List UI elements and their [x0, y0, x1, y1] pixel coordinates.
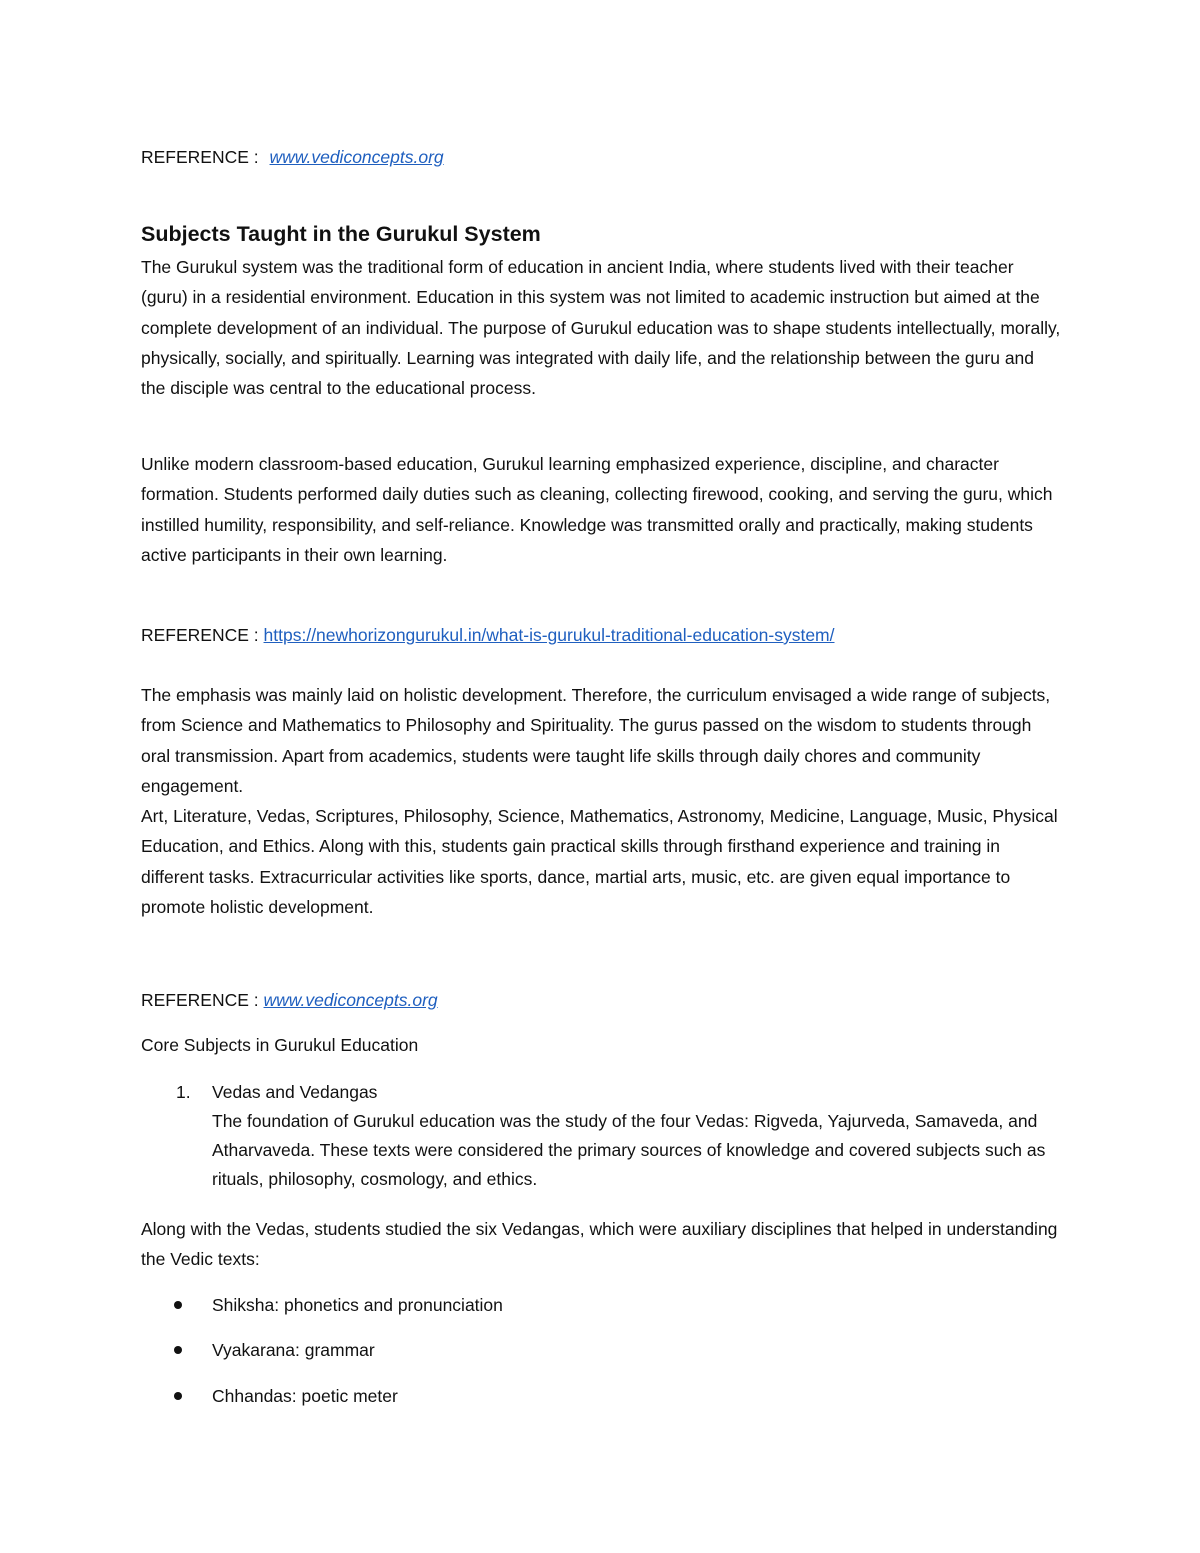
bullet-text: Chhandas: poetic meter: [212, 1386, 398, 1406]
list-number: 1.: [176, 1082, 191, 1102]
reference-label: REFERENCE :: [141, 625, 264, 645]
bullet-item: [141, 1335, 1041, 1365]
reference-label: REFERENCE :: [141, 147, 264, 167]
reference-link-newhorizongurukul[interactable]: https://newhorizongurukul.in/what-is-gurukul-traditional-education-system/: [263, 625, 835, 645]
bullet-text: Shiksha: phonetics and pronunciation: [212, 1295, 503, 1315]
paragraph-subject-list: Art, Literature, Vedas, Scriptures, Philosophy, Science, Mathematics, Astronomy, Medicine, Language, Music, Physical Education, and Ethics. Along with this, students gain practical skills through firsthand experience and training in different tasks. Extracurricular activities like sports, dance, martial arts, music, etc. are given equal importance to promote holistic development.: [141, 806, 1058, 917]
list-item-body: [212, 1078, 1052, 1194]
reference-line-2: [141, 620, 1061, 650]
bullet-dot-icon: [174, 1392, 182, 1400]
bullet-item: [141, 1290, 1041, 1320]
section-heading: Subjects Taught in the Gurukul System: [141, 222, 541, 246]
paragraph-unlike-modern: Unlike modern classroom-based education, Gurukul learning emphasized experience, discipline, and character formation. Students performed daily duties such as cleaning, collecting firewood, cooking, and serving the guru, which instilled humility, responsibility, and self-reliance. Knowledge was transmitted orally and practically, making students active participants in their own learning.: [141, 454, 1053, 565]
list-item-title: Vedas and Vedangas: [212, 1082, 378, 1102]
paragraph-intro: The Gurukul system was the traditional form of education in ancient India, where students lived with their teacher (guru) in a residential environment. Education in this system was not limited to academic instruction but aimed at the complete development of an individual. The purpose of Gurukul education was to shape students intellectually, morally, physically, socially, and spiritually. Learning was integrated with daily life, and the relationship between the guru and the disciple was central to the educational process.: [141, 257, 1061, 399]
reference-line-3: [141, 985, 1061, 1015]
list-item-text: The foundation of Gurukul education was the study of the four Vedas: Rigveda, Yajurveda, Samaveda, and Atharvaveda. These texts were considered the primary sources of knowledge and covered subjects such as rituals, philosophy, cosmology, and ethics.: [212, 1111, 1046, 1189]
reference-link-vediconcepts[interactable]: www.vediconcepts.org: [269, 147, 444, 167]
reference-line-1: [141, 142, 1061, 172]
bullet-item: [141, 1381, 1041, 1411]
paragraph-vedangas: Along with the Vedas, students studied the six Vedangas, which were auxiliary disciplines that helped in understanding the Vedic texts:: [141, 1219, 1058, 1270]
core-subjects-heading: Core Subjects in Gurukul Education: [141, 1035, 419, 1055]
bullet-dot-icon: [174, 1346, 182, 1354]
bullet-text: Vyakarana: grammar: [212, 1340, 375, 1360]
reference-label: REFERENCE :: [141, 990, 264, 1010]
reference-link-vediconcepts[interactable]: www.vediconcepts.org: [263, 990, 438, 1010]
paragraph-holistic: The emphasis was mainly laid on holistic development. Therefore, the curriculum envisaged a wide range of subjects, from Science and Mathematics to Philosophy and Spirituality. The gurus passed on the wisdom to students through oral transmission. Apart from academics, students were taught life skills through daily chores and community engagement.: [141, 685, 1051, 796]
bullet-dot-icon: [174, 1301, 182, 1309]
